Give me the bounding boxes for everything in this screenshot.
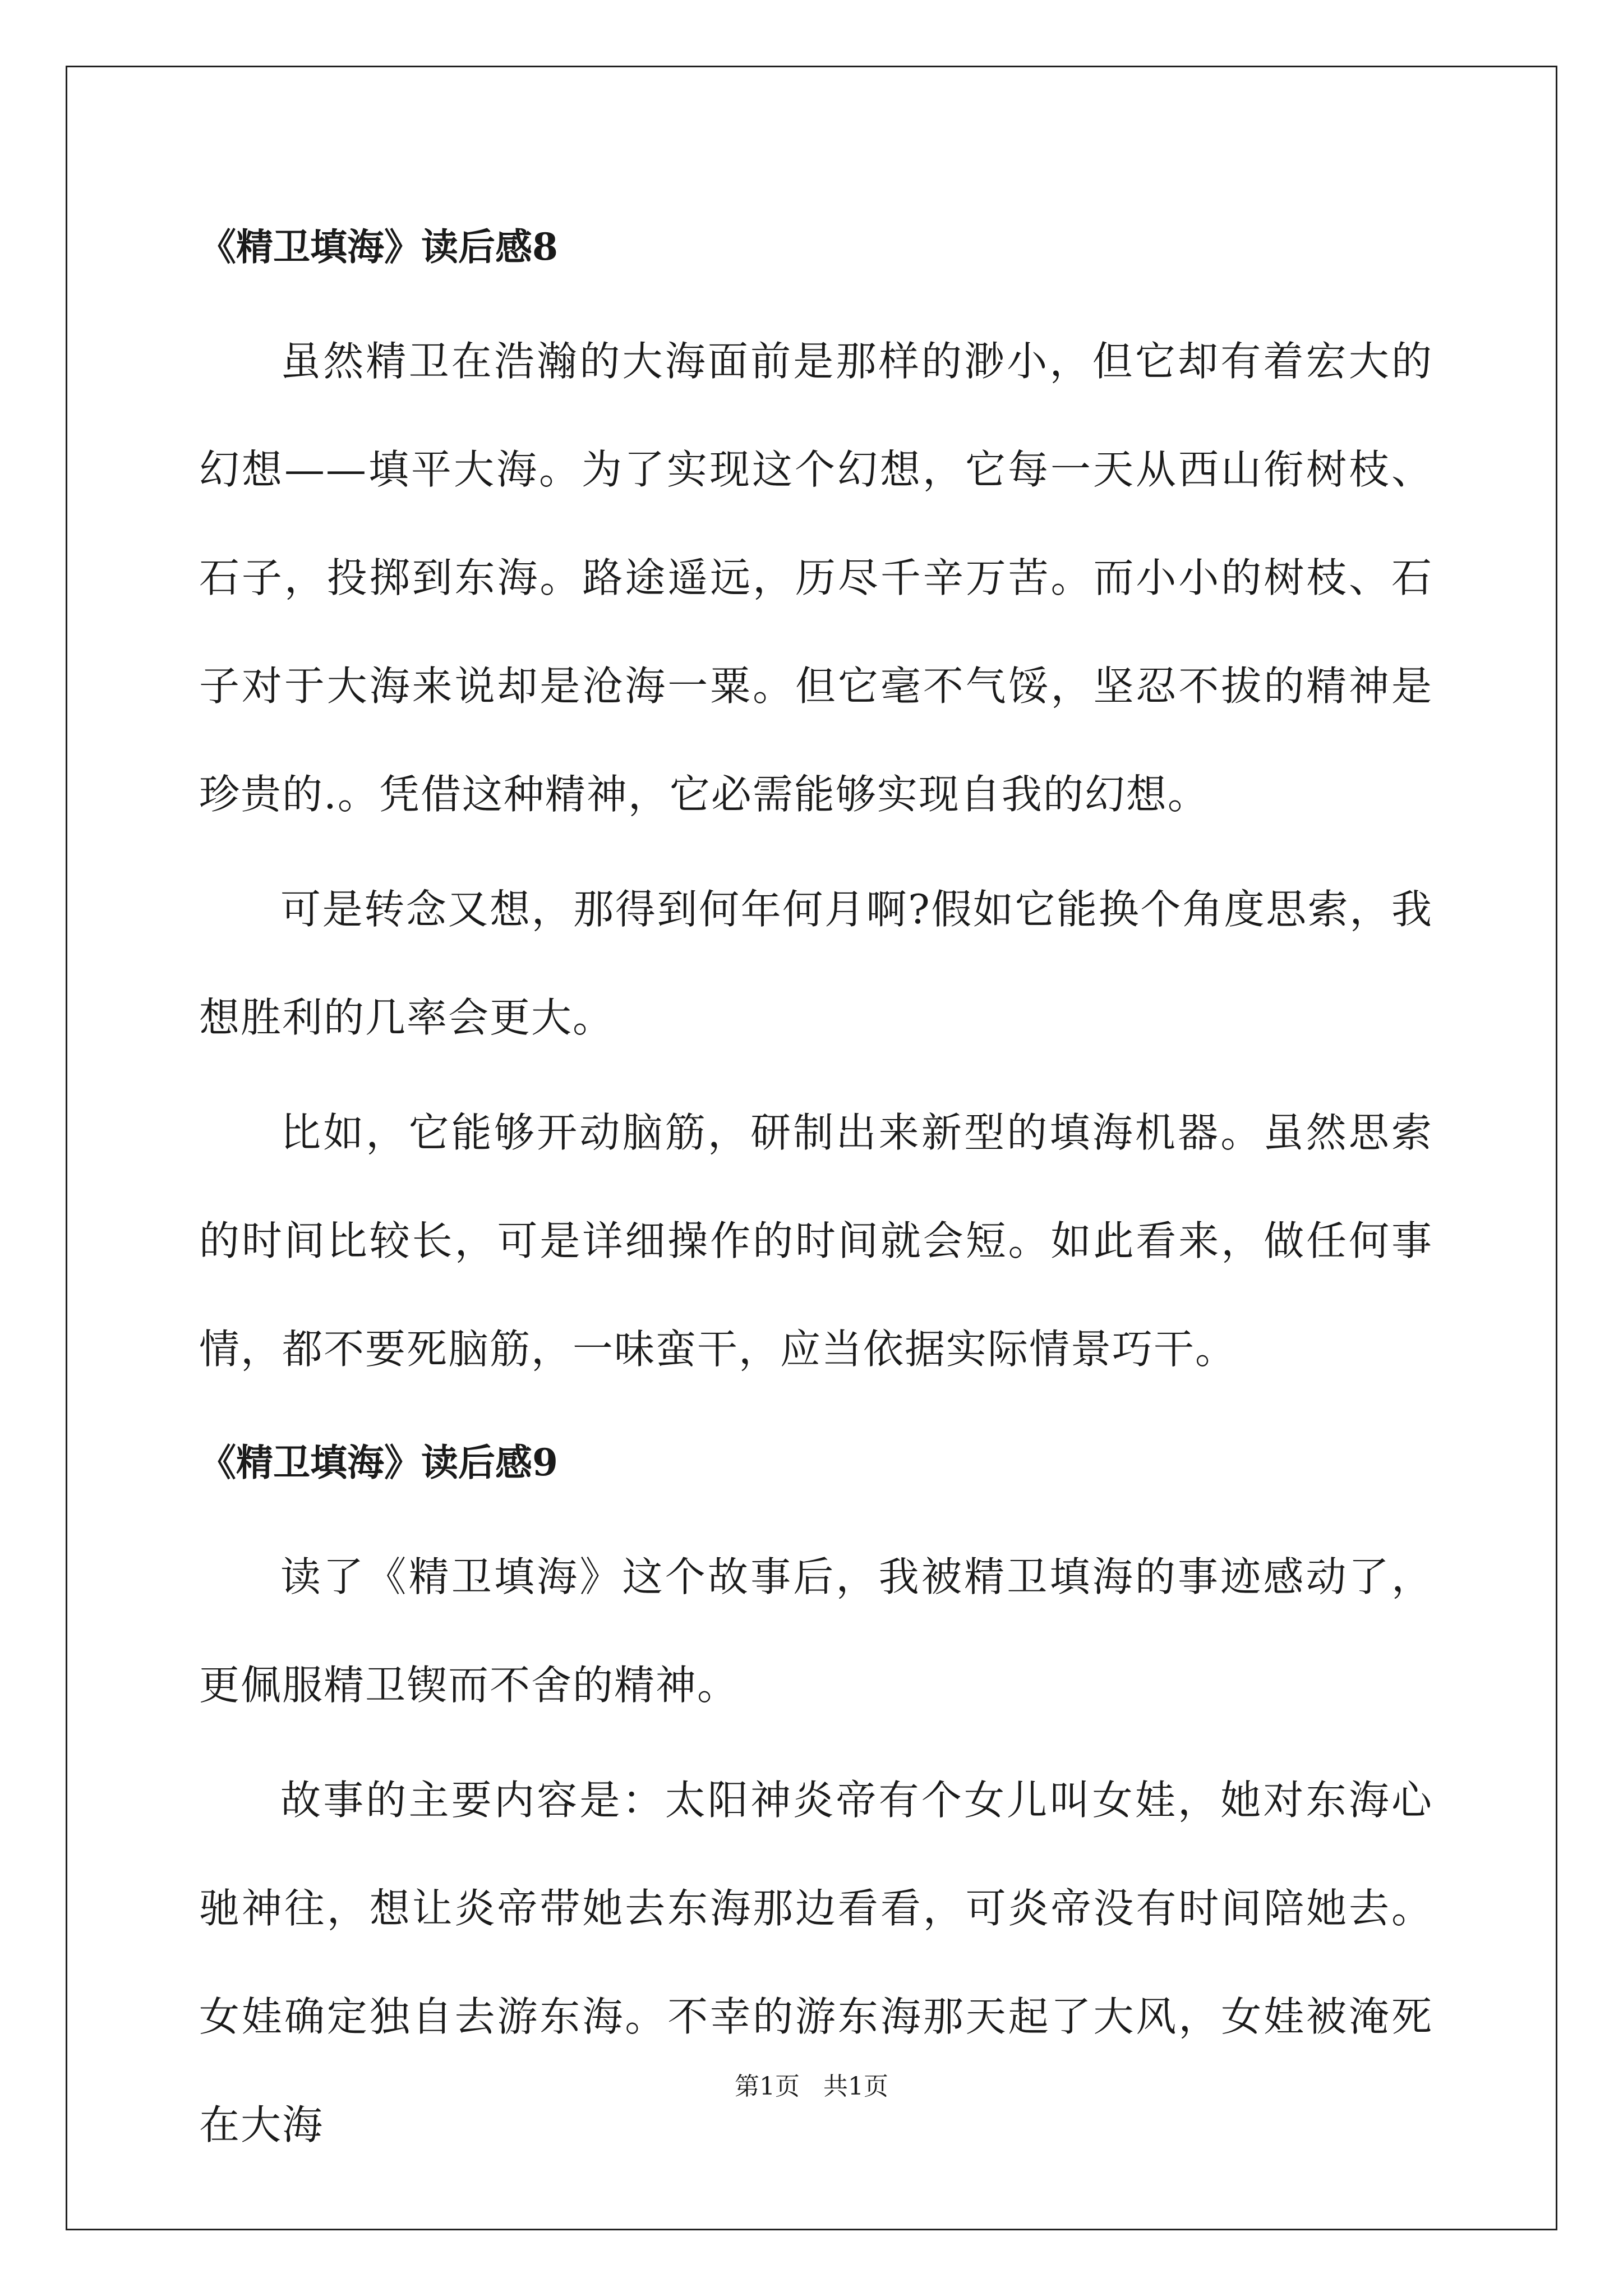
section-title-9: 《精卫填海》读后感9 <box>199 1441 558 1484</box>
paragraph: 读了《精卫填海》这个故事后，我被精卫填海的事迹感动了，更佩服精卫锲而不舍的精神。 <box>199 1553 1433 1709</box>
paragraph: 故事的主要内容是：太阳神炎帝有个女儿叫女娃，她对东海心驰神往，想让炎帝带她去东海那边看看，可炎帝没有时间陪她去。女娃确定独自去游东海。不幸的游东海那天起了大风，女娃被淹死在大海 <box>199 1777 1433 2148</box>
paragraph: 比如，它能够开动脑筋，研制出来新型的填海机器。虽然思索的时间比较长，可是详细操作的时间就会短。如此看来，做任何事情，都不要死脑筋，一味蛮干，应当依据实际情景巧干。 <box>199 1109 1433 1373</box>
page-footer: 第1页 共1页 <box>735 2072 888 2101</box>
document-body <box>199 222 1433 2215</box>
paragraph: 虽然精卫在浩瀚的大海面前是那样的渺小，但它却有着宏大的幻想——填平大海。为了实现这个幻想，它每一天从西山衔树枝、石子，投掷到东海。路途遥远，历尽千辛万苦。而小小的树枝、石子对于大海来说却是沧海一粟。但它毫不气馁，坚忍不拔的精神是珍贵的.。凭借这种精神，它必需能够实现自我的幻想。 <box>199 338 1433 818</box>
section-title-8: 《精卫填海》读后感8 <box>199 225 558 269</box>
paragraph: 可是转念又想，那得到何年何月啊?假如它能换个角度思索，我想胜利的几率会更大。 <box>199 886 1433 1041</box>
